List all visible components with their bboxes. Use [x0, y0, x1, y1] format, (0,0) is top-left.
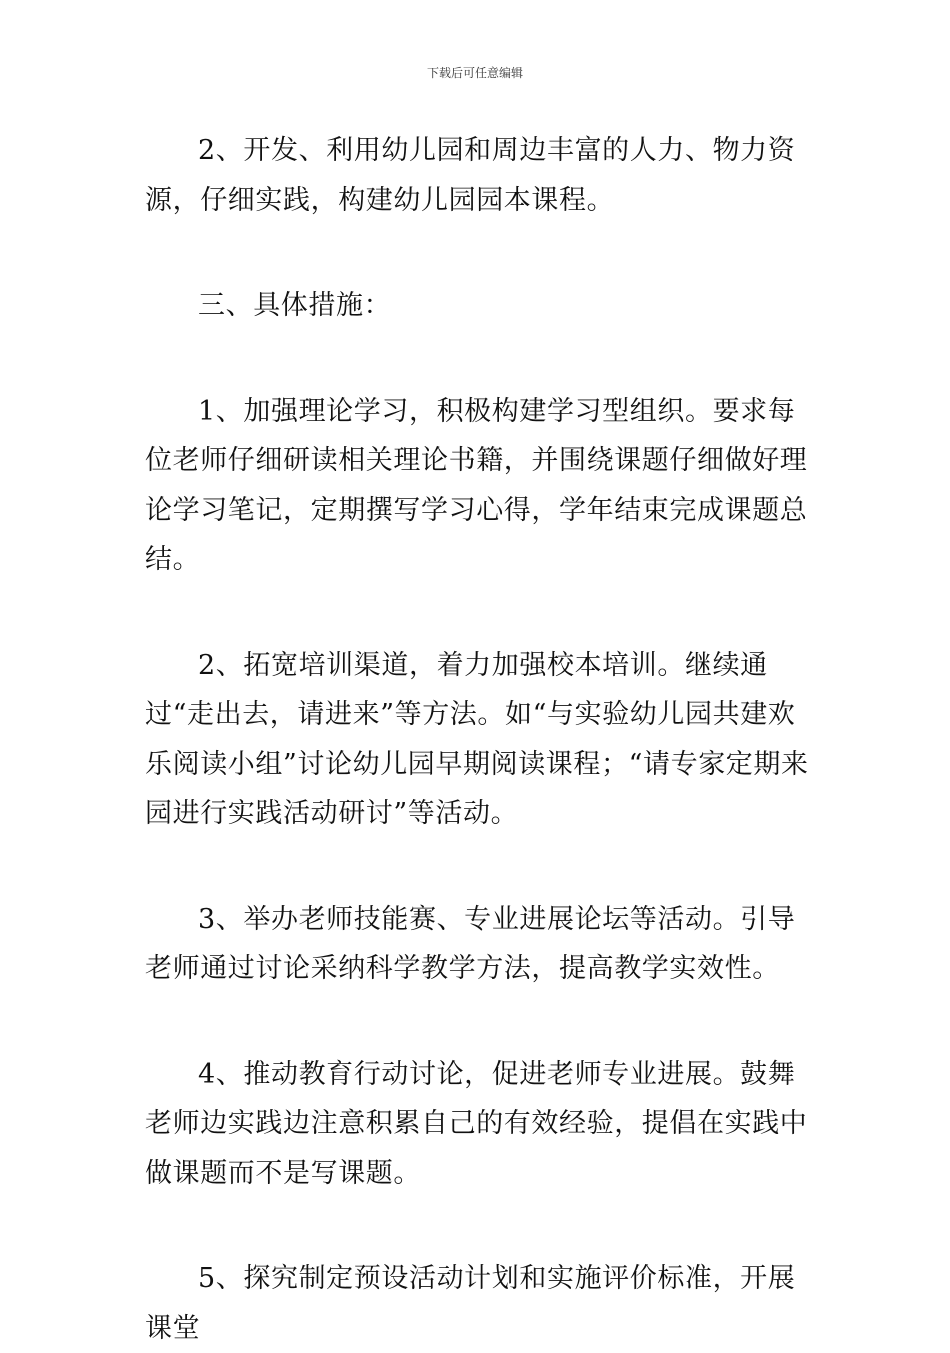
section-heading-measures: 三、具体措施： [198, 290, 392, 321]
paragraph-goal-2: 2、开发、利用幼儿园和周边丰富的人力、物力资源，仔细实践，构建幼儿园园本课程。 [145, 135, 796, 216]
paragraph-measure-3: 3、举办老师技能赛、专业进展论坛等活动。引导老师通过讨论采纳科学教学方法，提高教学实效性。 [145, 903, 796, 984]
paragraph-measure-5: 5、探究制定预设活动计划和实施评价标准，开展课堂 [145, 1263, 796, 1344]
page-header-note: 下载后可任意编辑 [426, 66, 523, 80]
paragraph-spacer [145, 839, 810, 895]
paragraph-spacer [145, 994, 810, 1050]
paragraph-measure-4: 4、推动教育行动讨论，促进老师专业进展。鼓舞老师边实践边注意积累自己的有效经验，提倡在实践中做课题而不是写课题。 [145, 1058, 808, 1189]
paragraph-measure-1: 1、加强理论学习，积极构建学习型组织。要求每位老师仔细研读相关理论书籍，并围绕课题仔细做好理论学习笔记，定期撰写学习心得，学年结束完成课题总结。 [145, 395, 808, 575]
paragraph-spacer [145, 1198, 810, 1254]
paragraph-measure-2: 2、拓宽培训渠道，着力加强校本培训。继续通过“走出去，请进来”等方法。如“与实验幼儿园共建欢乐阅读小组”讨论幼儿园早期阅读课程；“请专家定期来园进行实践活动研讨”等活动。 [145, 649, 809, 829]
paragraph-spacer [145, 331, 810, 387]
paragraph-spacer [145, 225, 810, 281]
document-body [145, 126, 810, 1353]
paragraph-spacer [145, 585, 810, 641]
